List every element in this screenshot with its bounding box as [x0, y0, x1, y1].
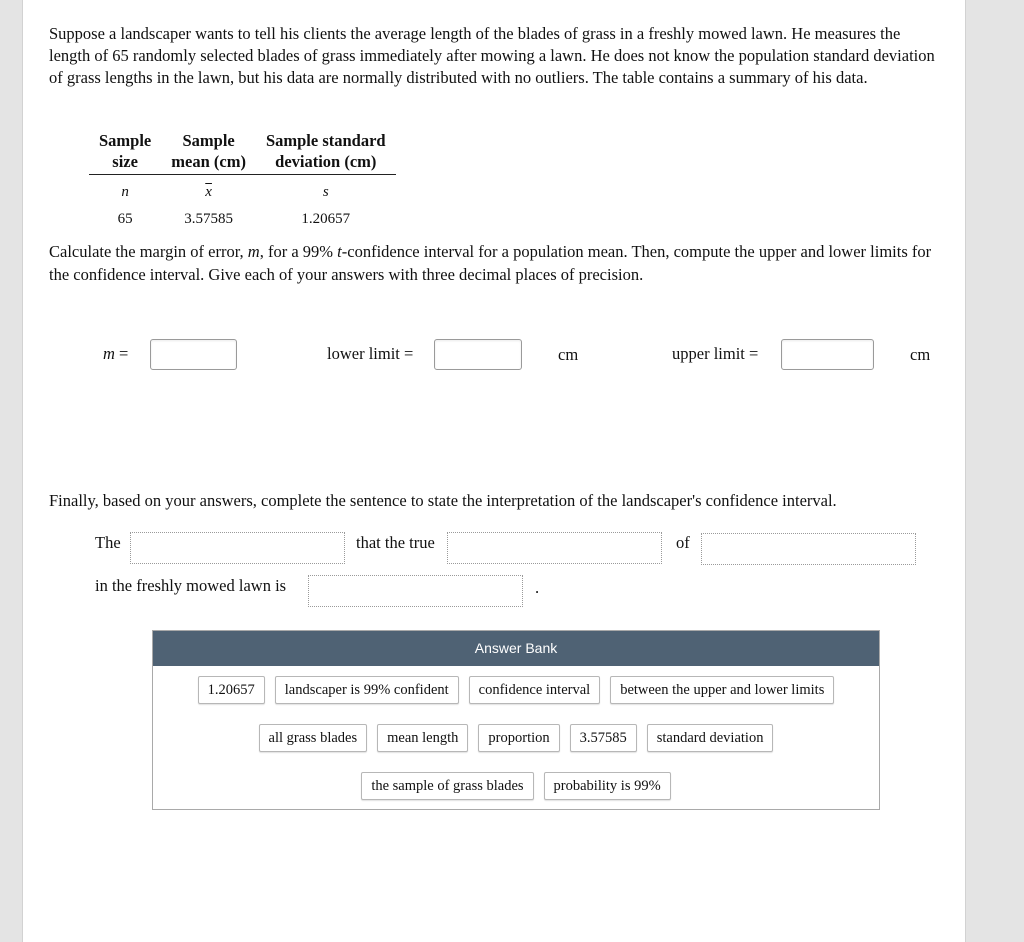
- margin-of-error-input[interactable]: [150, 339, 237, 370]
- sentence-in-lawn: in the freshly mowed lawn is: [95, 576, 287, 595]
- lower-limit-input[interactable]: [434, 339, 522, 370]
- answer-chip[interactable]: 3.57585: [570, 724, 637, 752]
- data-summary-table: [89, 130, 396, 228]
- drop-zone-population[interactable]: [701, 533, 916, 565]
- sentence-the: The: [95, 533, 121, 552]
- sentence-that-the-true: that the true: [356, 533, 435, 552]
- m-label: m =: [103, 344, 129, 363]
- answer-chip[interactable]: probability is 99%: [544, 772, 671, 800]
- symbol-x-bar: $\overline{x}$: [205, 184, 212, 200]
- symbol-s: s: [322, 184, 329, 200]
- upper-limit-label: upper limit =: [672, 344, 759, 363]
- symbol-n: n: [121, 184, 129, 200]
- value-sample-size: 65: [117, 211, 133, 227]
- answer-chip[interactable]: 1.20657: [198, 676, 265, 704]
- answer-chip[interactable]: landscaper is 99% confident: [275, 676, 459, 704]
- upper-limit-unit: cm: [910, 345, 931, 364]
- question-page: [22, 0, 966, 942]
- answer-chip[interactable]: between the upper and lower limits: [610, 676, 834, 704]
- drop-zone-who[interactable]: [130, 532, 345, 564]
- answer-chip[interactable]: confidence interval: [469, 676, 601, 704]
- answer-chip[interactable]: mean length: [377, 724, 468, 752]
- answer-chip[interactable]: standard deviation: [647, 724, 774, 752]
- lower-limit-label: lower limit =: [327, 344, 414, 363]
- sentence-period: .: [535, 578, 540, 597]
- margin-of-error-question: Calculate the margin of error, m, for a 99% t-confidence interval for a population mean. Then, compute the upper and lower limits for the confidence interval. Give each of your answers with three decimal places of precision.: [49, 242, 932, 284]
- value-sample-mean: 3.57585: [184, 211, 233, 227]
- header-sample-mean: Sample mean (cm): [171, 131, 246, 171]
- upper-limit-input[interactable]: [781, 339, 874, 370]
- drop-zone-location[interactable]: [308, 575, 523, 607]
- lower-limit-unit: cm: [558, 345, 579, 364]
- answer-bank: [152, 630, 880, 810]
- answer-bank-row: [153, 724, 879, 752]
- answer-chip[interactable]: proportion: [478, 724, 559, 752]
- table-value-row: [89, 201, 396, 228]
- value-sample-sd: 1.20657: [301, 211, 351, 227]
- drop-zone-parameter[interactable]: [447, 532, 662, 564]
- answer-bank-title: Answer Bank: [153, 631, 879, 666]
- answer-chip[interactable]: all grass blades: [259, 724, 368, 752]
- sentence-of: of: [676, 533, 690, 552]
- answer-bank-row: [153, 676, 879, 704]
- interpretation-prompt: Finally, based on your answers, complete the sentence to state the interpretation of the landscaper's confidence interval.: [49, 491, 837, 510]
- problem-intro: Suppose a landscaper wants to tell his clients the average length of the blades of grass in a freshly mowed lawn. He measures the length of 65 randomly selected blades of grass immediately after mowing a lawn. He does not know the population standard deviation of grass lengths in the lawn, but his data are normally distributed with no outliers. The table contains a summary of his data.: [49, 24, 935, 87]
- table-header-row: [89, 130, 396, 175]
- header-sample-size: Sample size: [99, 131, 152, 171]
- answer-chip[interactable]: the sample of grass blades: [361, 772, 533, 800]
- table-symbol-row: [89, 175, 396, 202]
- header-sample-sd: Sample standard deviation (cm): [265, 131, 386, 171]
- answer-bank-row: [153, 772, 879, 800]
